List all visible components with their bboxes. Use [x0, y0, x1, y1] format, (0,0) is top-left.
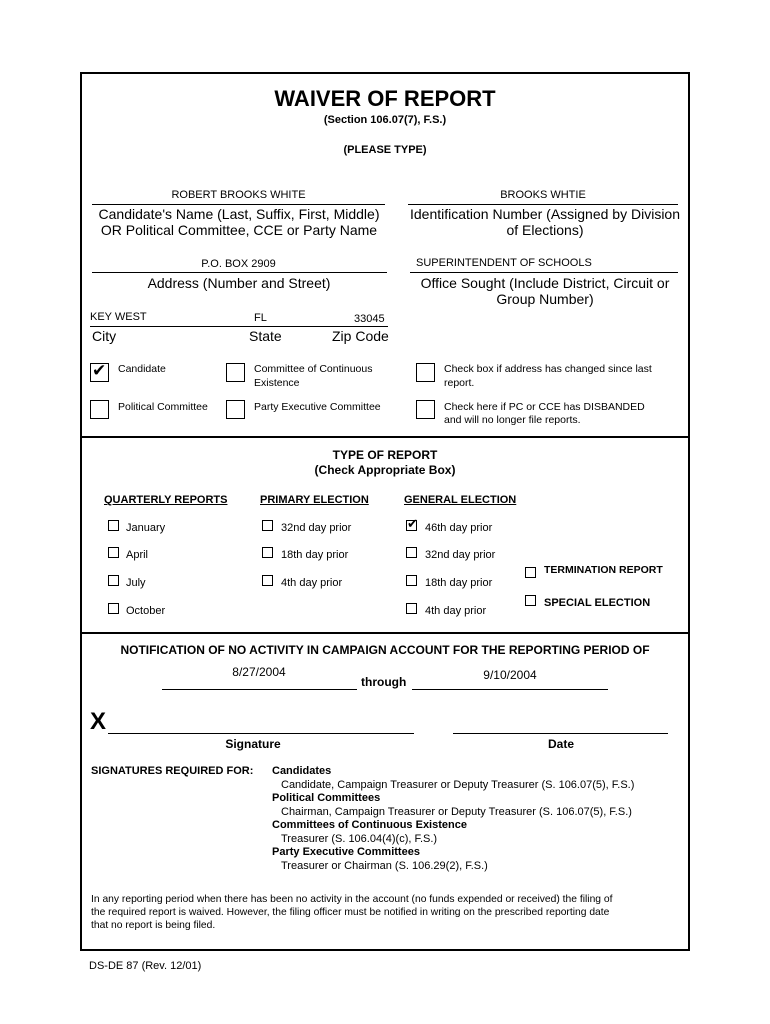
- candidate-name-label: Candidate's Name (Last, Suffix, First, Middle): [98, 206, 380, 222]
- candidate-checkbox[interactable]: [90, 363, 109, 382]
- form-title: WAIVER OF REPORT: [274, 86, 496, 111]
- city-label: City: [92, 328, 117, 344]
- waiver-note-line: the required report is waived. However, the filing officer must be notified in writing on the prescribed reporting date: [91, 907, 610, 918]
- state-label: State: [249, 328, 282, 344]
- quarterly-january-label: January: [126, 522, 166, 534]
- party-executive-committee-label: Party Executive Committee: [254, 401, 381, 413]
- general-46th-day-label: 46th day prior: [425, 522, 493, 534]
- date-label: Date: [547, 737, 574, 751]
- candidate-name-label-line2: OR Political Committee, CCE or Party Name: [100, 222, 378, 238]
- state-value[interactable]: FL: [254, 312, 267, 324]
- general-4th-day-checkbox[interactable]: [406, 603, 417, 614]
- signature-label: Signature: [225, 737, 281, 751]
- check-mark-icon: ✔: [92, 361, 107, 381]
- requirement-detail: Candidate, Campaign Treasurer or Deputy Treasurer (S. 106.07(5), F.S.): [281, 779, 635, 791]
- quarterly-april-label: April: [126, 549, 149, 561]
- quarterly-january-checkbox[interactable]: [108, 520, 119, 531]
- general-32nd-day-label: 32nd day prior: [425, 549, 496, 561]
- special-election-label: SPECIAL ELECTION: [544, 597, 651, 609]
- quarterly-april-checkbox[interactable]: [108, 547, 119, 558]
- party-executive-committee-checkbox[interactable]: [226, 400, 245, 419]
- identification-number-line: [408, 204, 678, 205]
- committee-continuous-existence-checkbox[interactable]: [226, 363, 245, 382]
- primary-election-heading: PRIMARY ELECTION: [260, 494, 369, 506]
- office-sought-value[interactable]: SUPERINTENDENT OF SCHOOLS: [416, 257, 592, 269]
- office-sought-line: [410, 272, 678, 273]
- disbanded-label: Check here if PC or CCE has DISBANDED: [444, 401, 645, 413]
- primary-4th-day-checkbox[interactable]: [262, 575, 273, 586]
- general-32nd-day-checkbox[interactable]: [406, 547, 417, 558]
- quarterly-july-label: July: [126, 577, 146, 589]
- section-divider: [80, 632, 690, 634]
- requirement-heading: Party Executive Committees: [272, 846, 420, 858]
- requirement-detail: Chairman, Campaign Treasurer or Deputy Treasurer (S. 106.07(5), F.S.): [281, 806, 632, 818]
- general-18th-day-label: 18th day prior: [425, 577, 493, 589]
- requirement-heading: Committees of Continuous Existence: [272, 819, 467, 831]
- address-changed-label-line2: report.: [444, 377, 475, 389]
- notification-heading: NOTIFICATION OF NO ACTIVITY IN CAMPAIGN ACCOUNT FOR THE REPORTING PERIOD OF: [120, 643, 650, 657]
- zip-label: Zip Code: [332, 328, 389, 344]
- termination-report-checkbox[interactable]: [525, 567, 536, 578]
- zip-value[interactable]: 33045: [354, 313, 385, 325]
- primary-32nd-day-label: 32nd day prior: [281, 522, 352, 534]
- address-label: Address (Number and Street): [147, 275, 331, 291]
- committee-continuous-existence-label-line2: Existence: [254, 377, 300, 389]
- general-election-heading: GENERAL ELECTION: [404, 494, 517, 506]
- address-changed-checkbox[interactable]: [416, 363, 435, 382]
- statute-reference: (Section 106.07(7), F.S.): [323, 114, 447, 126]
- city-state-zip-line: [90, 326, 388, 327]
- general-18th-day-checkbox[interactable]: [406, 575, 417, 586]
- signature-x-mark: X: [90, 708, 107, 735]
- candidate-name-value[interactable]: ROBERT BROOKS WHITE: [171, 189, 306, 201]
- primary-32nd-day-checkbox[interactable]: [262, 520, 273, 531]
- signature-line[interactable]: [108, 733, 414, 734]
- period-from-date-line: [162, 689, 357, 690]
- primary-18th-day-label: 18th day prior: [281, 549, 349, 561]
- political-committee-label: Political Committee: [118, 401, 208, 413]
- address-value[interactable]: P.O. BOX 2909: [201, 258, 276, 270]
- special-election-checkbox[interactable]: [525, 595, 536, 606]
- general-46th-day-checkbox[interactable]: [406, 517, 418, 532]
- disbanded-label-line2: and will no longer file reports.: [444, 414, 581, 426]
- form-number: DS-DE 87 (Rev. 12/01): [89, 960, 202, 972]
- address-changed-label: Check box if address has changed since last: [444, 363, 652, 375]
- check-mark-icon: ✔: [407, 517, 418, 532]
- committee-continuous-existence-label: Committee of Continuous: [254, 363, 373, 375]
- requirement-detail: Treasurer (S. 106.04(4)(c), F.S.): [281, 833, 438, 845]
- waiver-note-line: In any reporting period when there has been no activity in the account (no funds expended or received) the filing of: [91, 894, 613, 905]
- please-type-note: (PLEASE TYPE): [343, 144, 427, 156]
- political-committee-checkbox[interactable]: [90, 400, 109, 419]
- section-divider: [80, 436, 690, 438]
- period-from-date-value[interactable]: 8/27/2004: [232, 665, 286, 679]
- general-4th-day-label: 4th day prior: [425, 605, 487, 617]
- signatures-required-label: SIGNATURES REQUIRED FOR:: [91, 765, 254, 777]
- office-sought-label: Office Sought (Include District, Circuit or: [420, 275, 670, 291]
- requirement-heading: Candidates: [272, 765, 332, 777]
- candidate-checkbox-label: Candidate: [118, 363, 166, 375]
- requirement-detail: Treasurer or Chairman (S. 106.29(2), F.S.): [281, 860, 488, 872]
- quarterly-october-label: October: [126, 605, 166, 617]
- report-type-subtitle: (Check Appropriate Box): [314, 463, 456, 477]
- identification-number-value[interactable]: BROOKS WHTIE: [500, 189, 586, 201]
- date-line[interactable]: [453, 733, 668, 734]
- quarterly-reports-heading: QUARTERLY REPORTS: [104, 494, 228, 506]
- primary-4th-day-label: 4th day prior: [281, 577, 343, 589]
- period-to-date-line: [412, 689, 608, 690]
- quarterly-july-checkbox[interactable]: [108, 575, 119, 586]
- disbanded-checkbox[interactable]: [416, 400, 435, 419]
- identification-number-label: Identification Number (Assigned by Division: [409, 206, 680, 222]
- primary-18th-day-checkbox[interactable]: [262, 547, 273, 558]
- office-sought-label-line2: Group Number): [496, 291, 594, 307]
- period-to-date-value[interactable]: 9/10/2004: [483, 668, 537, 682]
- report-type-title: TYPE OF REPORT: [332, 448, 438, 462]
- waiver-note-line: that no report is being filed.: [91, 920, 216, 931]
- requirement-heading: Political Committees: [272, 792, 381, 804]
- termination-report-label: TERMINATION REPORT: [544, 564, 663, 576]
- through-label: through: [361, 675, 407, 689]
- identification-number-label-line2: of Elections): [506, 222, 584, 238]
- address-line: [92, 272, 387, 273]
- candidate-name-line: [92, 204, 385, 205]
- quarterly-october-checkbox[interactable]: [108, 603, 119, 614]
- city-value[interactable]: KEY WEST: [90, 311, 147, 323]
